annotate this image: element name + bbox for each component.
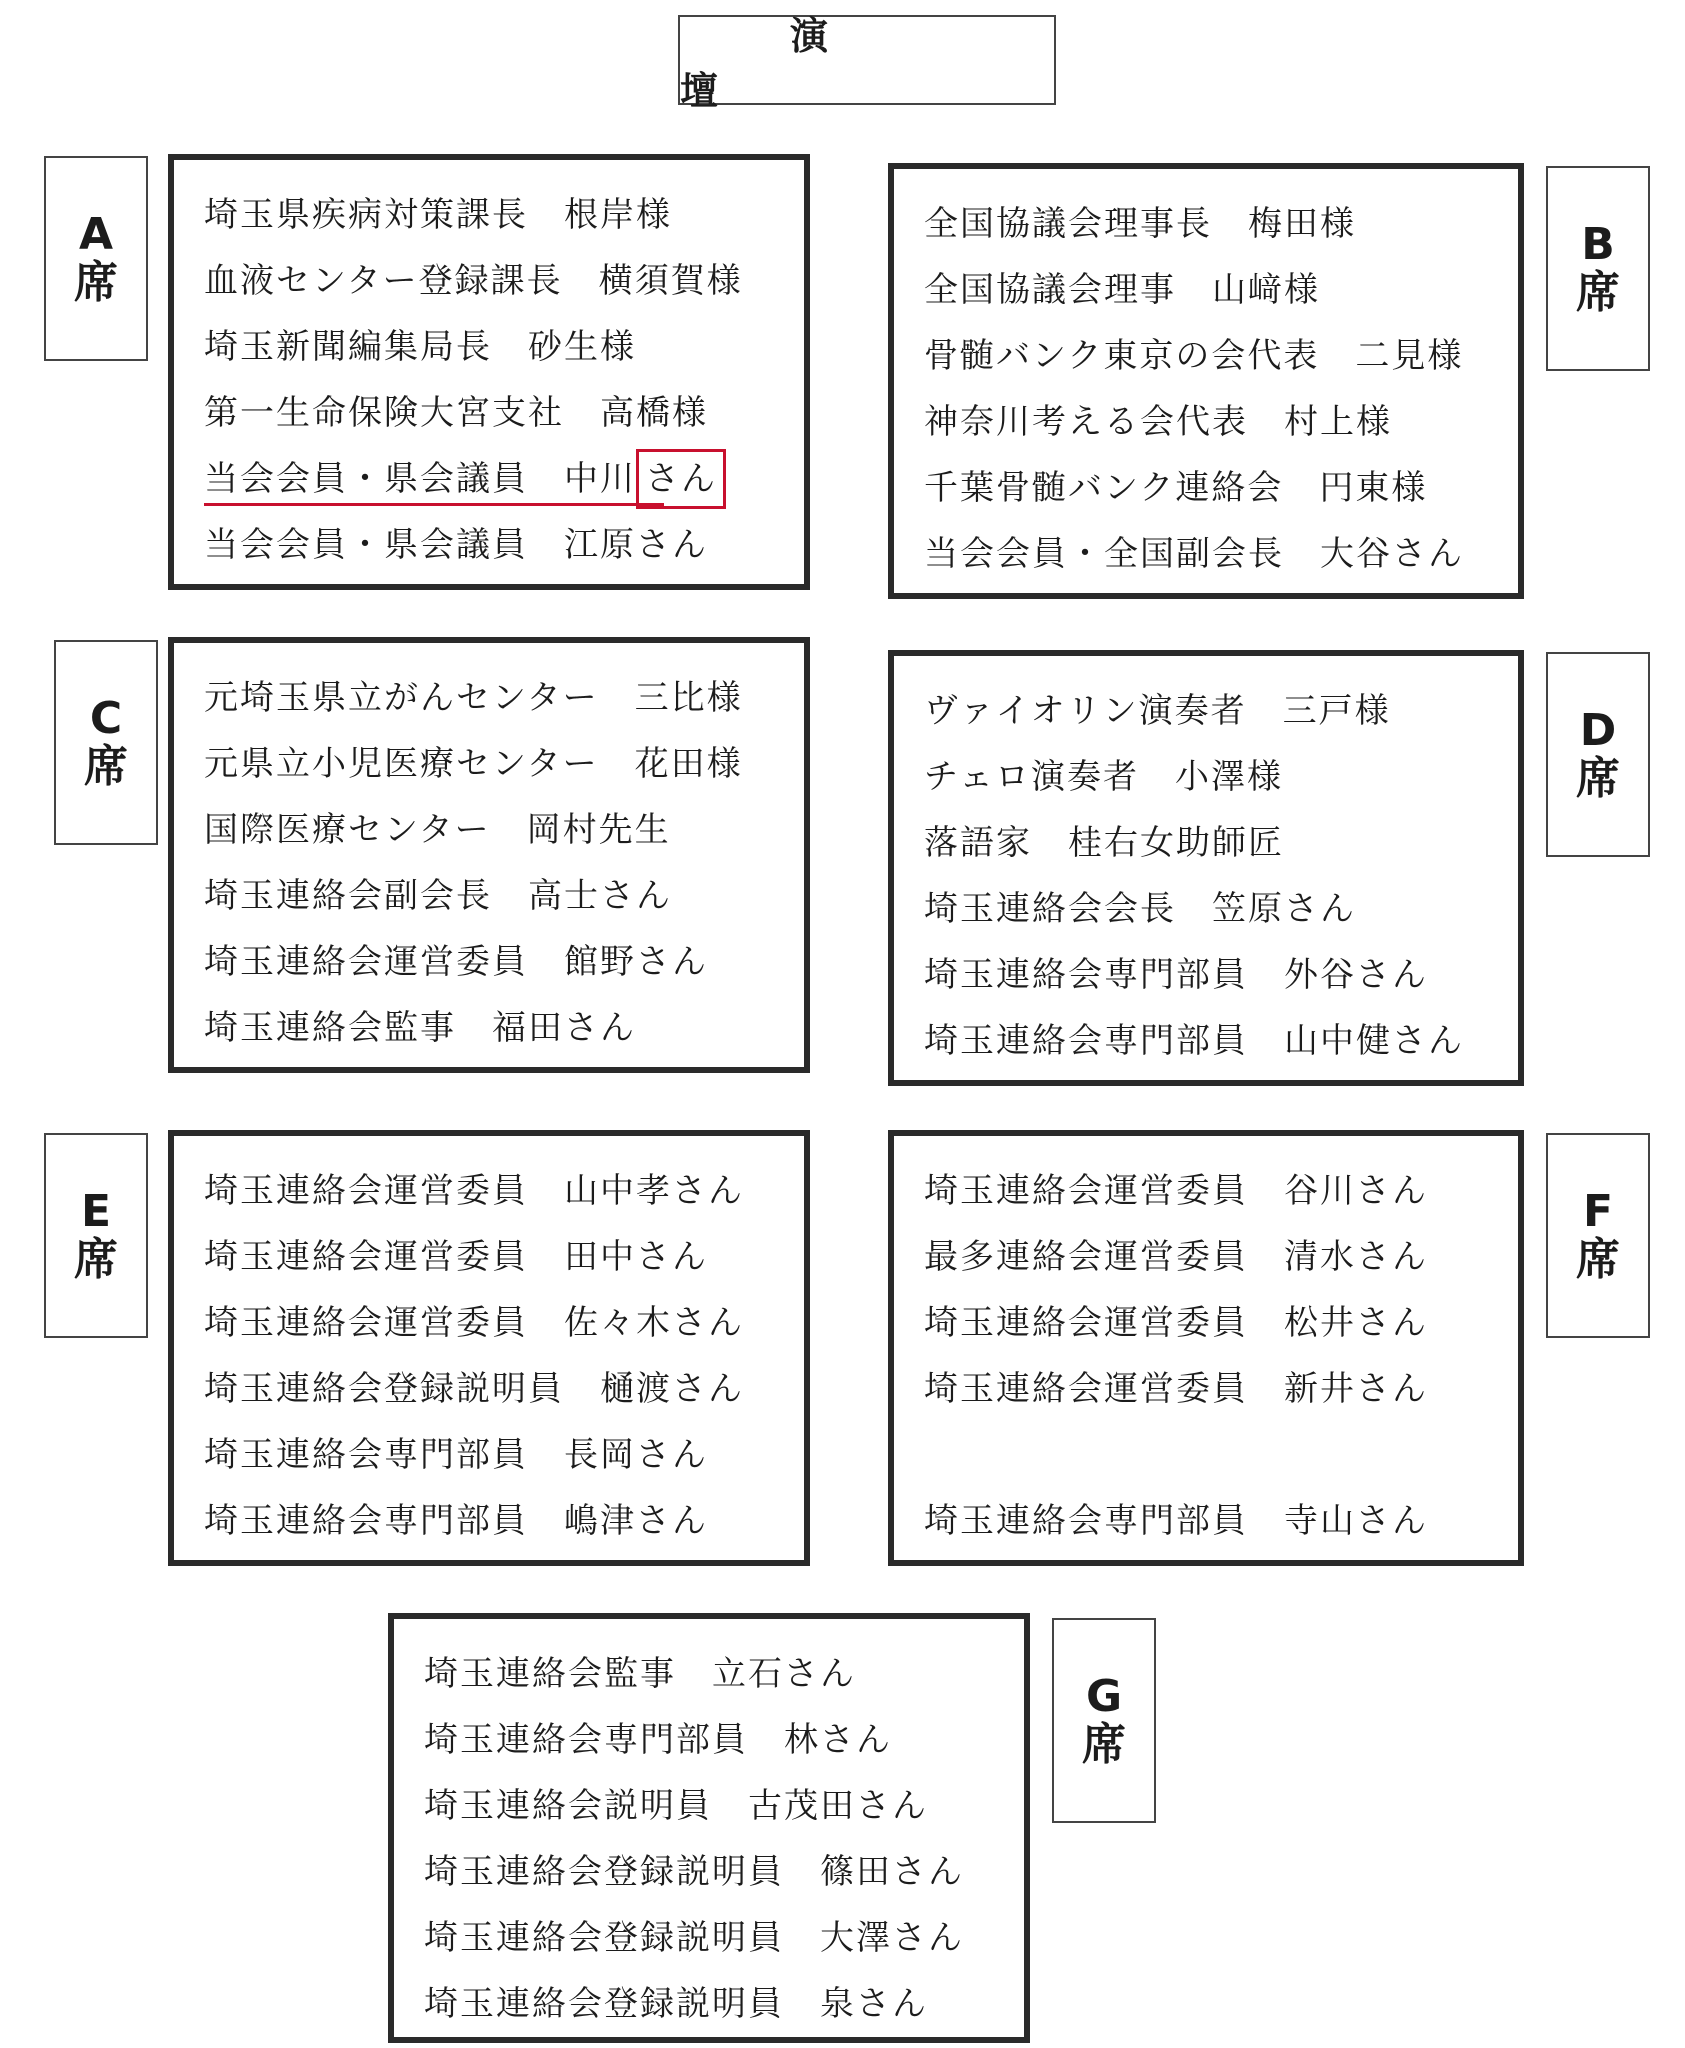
seat-row	[924, 323, 1518, 389]
seat-role: 全国協議会理事長	[924, 204, 1212, 244]
seat-name: 円東様	[1319, 468, 1428, 508]
red-underline	[204, 503, 664, 506]
seat-row	[204, 1488, 804, 1554]
seat-name: 清水さん	[1284, 1237, 1428, 1277]
seat-name: 梅田様	[1248, 204, 1356, 244]
seat-row	[204, 380, 804, 446]
seat-role: 埼玉連絡会監事	[204, 1008, 456, 1048]
seat-name: 田中さん	[564, 1237, 708, 1277]
table-box-c	[168, 637, 810, 1073]
seat-row	[204, 248, 804, 314]
seat-role: 埼玉連絡会運営委員	[204, 1171, 528, 1211]
seat-role: 埼玉連絡会登録説明員	[424, 1918, 784, 1958]
seat-name: 村上様	[1284, 402, 1392, 442]
seat-name: 三比様	[634, 678, 743, 718]
seat-name: 林さん	[784, 1720, 892, 1760]
seat-name: 岡村先生	[526, 810, 671, 850]
seat-row	[924, 942, 1518, 1008]
table-suffix: 席	[1576, 1233, 1620, 1285]
seat-row	[204, 182, 804, 248]
seat-role: 千葉骨髄バンク連絡会	[924, 468, 1284, 508]
seat-name: 館野さん	[564, 942, 708, 982]
table-label-e	[44, 1133, 148, 1338]
seat-name: 寺山さん	[1284, 1501, 1428, 1541]
seat-role: チェロ演奏者	[924, 757, 1139, 797]
seat-role: 埼玉連絡会運営委員	[924, 1369, 1248, 1409]
seat-row	[204, 665, 804, 731]
seat-role: 埼玉連絡会運営委員	[204, 1237, 528, 1277]
seat-name-suffix-boxed: さん	[636, 449, 726, 509]
seat-role: 埼玉連絡会副会長	[204, 876, 492, 916]
stage-label: 演壇	[678, 15, 1056, 105]
seat-row	[424, 1707, 1024, 1773]
table-letter: A	[78, 208, 114, 260]
seat-role: 神奈川考える会代表	[924, 402, 1248, 442]
seat-name: 三戸様	[1282, 691, 1391, 731]
seat-role: 埼玉連絡会説明員	[424, 1786, 712, 1826]
seat-name: 立石さん	[712, 1654, 856, 1694]
seat-role: 埼玉連絡会運営委員	[204, 942, 528, 982]
seat-row-empty	[924, 1422, 1518, 1488]
table-label-f	[1546, 1133, 1650, 1338]
seat-row	[424, 1839, 1024, 1905]
seat-name: 横須賀様	[598, 261, 743, 301]
seat-name: 桂右女助師匠	[1068, 823, 1284, 863]
seat-name: 樋渡さん	[600, 1369, 744, 1409]
seat-name: 高橋様	[600, 393, 708, 433]
seat-row	[424, 1971, 1024, 2037]
table-suffix: 席	[1082, 1718, 1126, 1770]
seat-row	[924, 678, 1518, 744]
seat-role: 埼玉連絡会登録説明員	[204, 1369, 564, 1409]
seat-role: 元県立小児医療センター	[204, 744, 599, 784]
seat-name: 大澤さん	[820, 1918, 964, 1958]
seat-row	[424, 1905, 1024, 1971]
table-box-e	[168, 1130, 810, 1566]
seat-role: 落語家	[924, 823, 1032, 863]
seat-row	[924, 1224, 1518, 1290]
seat-name: 小澤様	[1174, 757, 1283, 797]
table-box-a	[168, 154, 810, 590]
seat-role: ヴァイオリン演奏者	[924, 691, 1247, 731]
seat-name: 谷川さん	[1284, 1171, 1428, 1211]
table-suffix: 席	[84, 740, 128, 792]
seat-role: 全国協議会理事	[924, 270, 1176, 310]
seat-row	[924, 389, 1518, 455]
seat-row	[204, 1422, 804, 1488]
table-letter: B	[1581, 218, 1615, 270]
seat-role: 当会会員・全国副会長	[924, 534, 1284, 574]
seat-row	[424, 1773, 1024, 1839]
seat-role: 最多連絡会運営委員	[924, 1237, 1248, 1277]
seat-row	[204, 512, 804, 578]
seat-name: 砂生様	[528, 327, 636, 367]
table-letter: G	[1085, 1670, 1123, 1722]
seat-role: 埼玉連絡会専門部員	[424, 1720, 748, 1760]
table-label-a	[44, 156, 148, 361]
seat-name: 笠原さん	[1212, 889, 1356, 929]
seat-role: 埼玉連絡会運営委員	[924, 1303, 1248, 1343]
table-suffix: 席	[1576, 266, 1620, 318]
table-box-d	[888, 650, 1524, 1086]
seat-name: 根岸様	[564, 195, 672, 235]
table-letter: E	[80, 1185, 112, 1237]
seat-name: 佐々木さん	[564, 1303, 744, 1343]
seat-role: 埼玉新聞編集局長	[204, 327, 492, 367]
seat-role: 国際医療センター	[204, 810, 491, 850]
table-label-d	[1546, 652, 1650, 857]
seat-name: 松井さん	[1284, 1303, 1428, 1343]
table-letter: D	[1579, 704, 1617, 756]
seat-role: 埼玉連絡会登録説明員	[424, 1984, 784, 2024]
seat-role: 埼玉連絡会監事	[424, 1654, 676, 1694]
table-box-f	[888, 1130, 1524, 1566]
seat-row-highlighted	[204, 446, 804, 512]
seat-name: 二見様	[1355, 336, 1464, 376]
seat-name: 長岡さん	[564, 1435, 708, 1475]
seat-row	[204, 314, 804, 380]
seat-row	[924, 876, 1518, 942]
seat-name: 外谷さん	[1284, 955, 1428, 995]
seat-row	[924, 1008, 1518, 1074]
seat-row	[924, 1290, 1518, 1356]
seat-row	[924, 257, 1518, 323]
table-letter: C	[89, 692, 123, 744]
seat-role: 当会会員・県会議員	[204, 525, 528, 565]
seat-role: 埼玉連絡会会長	[924, 889, 1176, 929]
seat-row	[204, 863, 804, 929]
seat-role: 埼玉連絡会専門部員	[204, 1501, 528, 1541]
table-box-g	[388, 1613, 1030, 2043]
seat-row	[924, 810, 1518, 876]
seat-role: 埼玉県疾病対策課長	[204, 195, 528, 235]
seat-role: 埼玉連絡会専門部員	[924, 1021, 1248, 1061]
table-box-b	[888, 163, 1524, 599]
seat-name: 福田さん	[492, 1008, 636, 1048]
seat-role: 埼玉連絡会専門部員	[204, 1435, 528, 1475]
seat-row	[204, 1290, 804, 1356]
seat-row	[924, 744, 1518, 810]
seat-row	[204, 929, 804, 995]
seat-role: 埼玉連絡会専門部員	[924, 955, 1248, 995]
seat-name: 江原さん	[564, 525, 708, 565]
table-suffix: 席	[74, 256, 118, 308]
table-letter: F	[1582, 1185, 1614, 1237]
seat-role: 埼玉連絡会登録説明員	[424, 1852, 784, 1892]
seat-role: 当会会員・県会議員	[204, 459, 528, 499]
seat-row	[424, 1641, 1024, 1707]
seat-role: 第一生命保険大宮支社	[204, 393, 564, 433]
table-label-c	[54, 640, 158, 845]
seat-name: 泉さん	[820, 1984, 928, 2024]
seat-name: 大谷さん	[1320, 534, 1464, 574]
table-suffix: 席	[74, 1233, 118, 1285]
seat-row	[924, 1356, 1518, 1422]
table-label-g	[1052, 1618, 1156, 1823]
seat-row	[924, 1488, 1518, 1554]
table-label-b	[1546, 166, 1650, 371]
seat-name: 山中健さん	[1284, 1021, 1464, 1061]
seat-name: 高士さん	[528, 876, 672, 916]
seat-name: 嶋津さん	[564, 1501, 708, 1541]
seat-row	[924, 1158, 1518, 1224]
seat-row	[204, 1224, 804, 1290]
seat-row	[924, 191, 1518, 257]
seat-row	[924, 455, 1518, 521]
seat-row	[924, 521, 1518, 587]
seat-name: 新井さん	[1284, 1369, 1428, 1409]
seat-name: 篠田さん	[820, 1852, 964, 1892]
seat-name: 古茂田さん	[748, 1786, 928, 1826]
seat-name: 山中孝さん	[564, 1171, 744, 1211]
seat-row	[204, 731, 804, 797]
table-suffix: 席	[1576, 752, 1620, 804]
seat-name-prefix: 中川	[564, 459, 636, 499]
seat-row	[204, 1356, 804, 1422]
seat-name: 山﨑様	[1212, 270, 1320, 310]
seat-row	[204, 1158, 804, 1224]
seat-role: 元埼玉県立がんセンター	[204, 678, 599, 718]
seat-row	[204, 797, 804, 863]
seat-row	[204, 995, 804, 1061]
seat-role: 埼玉連絡会運営委員	[204, 1303, 528, 1343]
seat-role: 埼玉連絡会運営委員	[924, 1171, 1248, 1211]
seat-role: 骨髄バンク東京の会代表	[924, 336, 1320, 376]
seat-name: 花田様	[634, 744, 743, 784]
seat-role: 血液センター登録課長	[204, 261, 563, 301]
seat-role: 埼玉連絡会専門部員	[924, 1501, 1248, 1541]
